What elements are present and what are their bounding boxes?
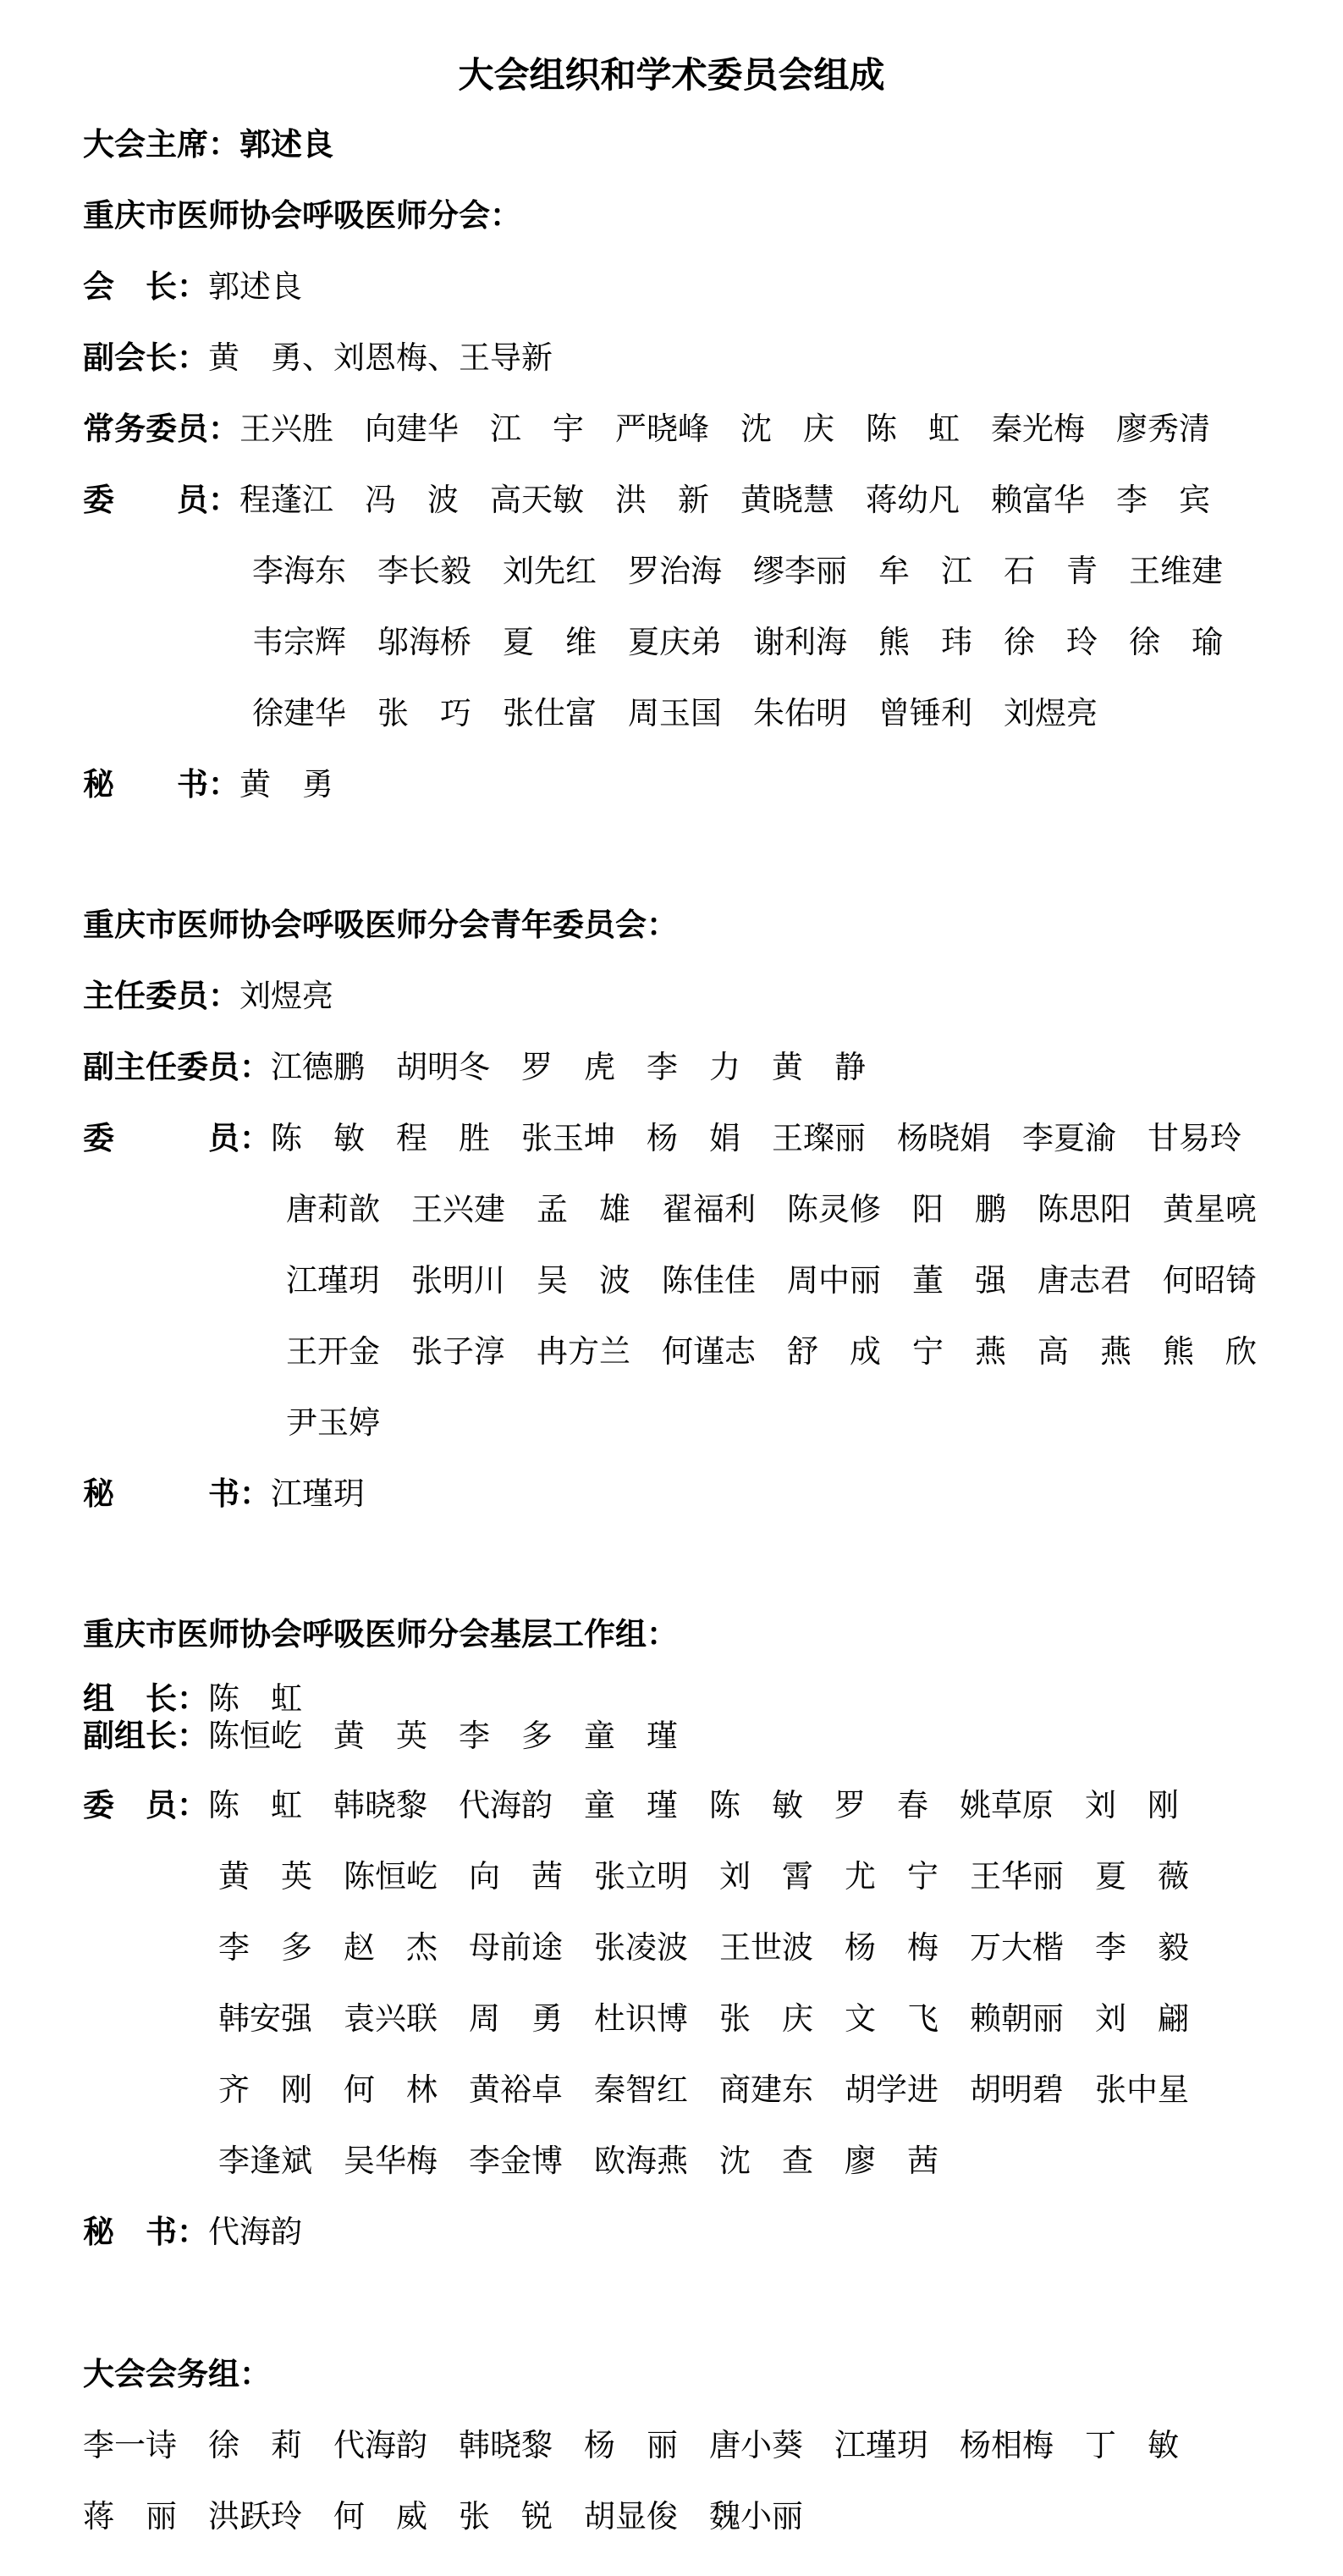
members-row: 江瑾玥 张明川 吴 波 陈佳佳 周中丽 董 强 唐志君 何昭锜 [286, 1262, 1257, 1299]
staff-row: 蒋 丽 洪跃玲 何 威 张 锐 胡显俊 魏小丽 [83, 2498, 803, 2535]
director-name: 刘煜亮 [239, 978, 333, 1014]
members-row: 陈 敏 程 胜 张玉坤 杨 娟 王璨丽 杨晓娟 李夏渝 甘易玲 [271, 1120, 1241, 1156]
members-row: 李海东 李长毅 刘先红 罗治海 缪李丽 牟 江 石 青 王维建 [252, 553, 1223, 589]
members-row: 程蓬江 冯 波 高天敏 洪 新 黄晓慧 蒋幼凡 赖富华 李 宾 [239, 482, 1210, 518]
secretary-name: 江瑾玥 [271, 1476, 365, 1512]
leader-label: 组 长： [83, 1680, 208, 1717]
staff-row: 李一诗 徐 莉 代海韵 韩晓黎 杨 丽 唐小葵 江瑾玥 杨相梅 丁 敏 [83, 2427, 1179, 2463]
vice-leader-line [83, 1715, 1292, 1757]
members-row: 陈 虹 韩晓黎 代海韵 童 瑾 陈 敏 罗 春 姚草原 刘 刚 [208, 1787, 1179, 1823]
section-heading: 重庆市医师协会呼吸医师分会： [83, 197, 521, 234]
document-title: 大会组织和学术委员会组成 [458, 54, 885, 96]
members-row: 徐建华 张 巧 张仕富 周玉国 朱佑明 曾锤利 刘煜亮 [252, 695, 1098, 731]
president-line [83, 266, 1292, 308]
secretary-line [83, 2211, 1292, 2253]
members-row: 齐 刚 何 林 黄裕卓 秦智红 商建东 胡学进 胡明碧 张中星 [218, 2071, 1189, 2108]
secretary-label: 秘 书： [83, 1476, 271, 1512]
members-row: 韦宗辉 邬海桥 夏 维 夏庆弟 谢利海 熊 玮 徐 玲 徐 瑜 [252, 624, 1223, 660]
members-row: 黄 英 陈恒屹 向 茜 张立明 刘 霄 尤 宁 王华丽 夏 薇 [218, 1858, 1189, 1895]
standing-committee-names: 王兴胜 向建华 江 宇 严晓峰 沈 庆 陈 虹 秦光梅 廖秀清 [239, 411, 1210, 447]
chair-name: 郭述良 [239, 126, 333, 163]
vice-leader-names: 陈恒屹 黄 英 李 多 童 瑾 [208, 1718, 678, 1754]
vice-director-line [83, 1046, 1292, 1089]
president-name: 郭述良 [208, 268, 302, 305]
president-label: 会 长： [83, 268, 208, 305]
leader-name: 陈 虹 [208, 1680, 302, 1717]
members-row: 韩安强 袁兴联 周 勇 杜识博 张 庆 文 飞 赖朝丽 刘 翩 [218, 2000, 1189, 2037]
director-line [83, 975, 1292, 1018]
vice-director-label: 副主任委员： [83, 1049, 271, 1085]
members-label: 委 员： [83, 1787, 208, 1823]
section-heading: 重庆市医师协会呼吸医师分会青年委员会： [83, 907, 678, 943]
standing-committee-label: 常务委员： [83, 411, 239, 447]
members-label: 委 员： [83, 482, 239, 518]
secretary-name: 代海韵 [208, 2214, 302, 2250]
secretary-name: 黄 勇 [239, 766, 333, 803]
vice-president-names: 黄 勇、刘恩梅、王导新 [208, 339, 553, 376]
members-row: 唐莉歆 王兴建 孟 雄 翟福利 陈灵修 阳 鹏 陈思阳 黄星喨 [286, 1191, 1257, 1227]
members-label: 委 员： [83, 1120, 271, 1156]
members-line [83, 1784, 1292, 1827]
secretary-label: 秘 书： [83, 766, 239, 803]
members-line [83, 1117, 1292, 1160]
vice-director-names: 江德鹏 胡明冬 罗 虎 李 力 黄 静 [271, 1049, 866, 1085]
secretary-label: 秘 书： [83, 2214, 208, 2250]
secretary-line [83, 764, 1292, 806]
vice-president-label: 副会长： [83, 339, 208, 376]
director-label: 主任委员： [83, 978, 239, 1014]
members-line [83, 479, 1292, 521]
vice-leader-label: 副组长： [83, 1718, 208, 1754]
chair-label: 大会主席： [83, 126, 239, 163]
members-row: 李逢斌 吴华梅 李金博 欧海燕 沈 查 廖 茜 [218, 2143, 938, 2179]
members-row: 尹玉婷 [286, 1404, 380, 1441]
chair-line [83, 124, 1292, 166]
members-row: 王开金 张子淳 冉方兰 何谨志 舒 成 宁 燕 高 燕 熊 欣 [286, 1333, 1257, 1370]
standing-committee-line [83, 408, 1292, 450]
section-heading: 大会会务组： [83, 2356, 271, 2392]
vice-president-line [83, 337, 1292, 379]
leader-line [83, 1678, 1292, 1720]
section-heading: 重庆市医师协会呼吸医师分会基层工作组： [83, 1616, 678, 1652]
members-row: 李 多 赵 杰 母前途 张凌波 王世波 杨 梅 万大楷 李 毅 [218, 1929, 1189, 1966]
secretary-line [83, 1473, 1292, 1515]
